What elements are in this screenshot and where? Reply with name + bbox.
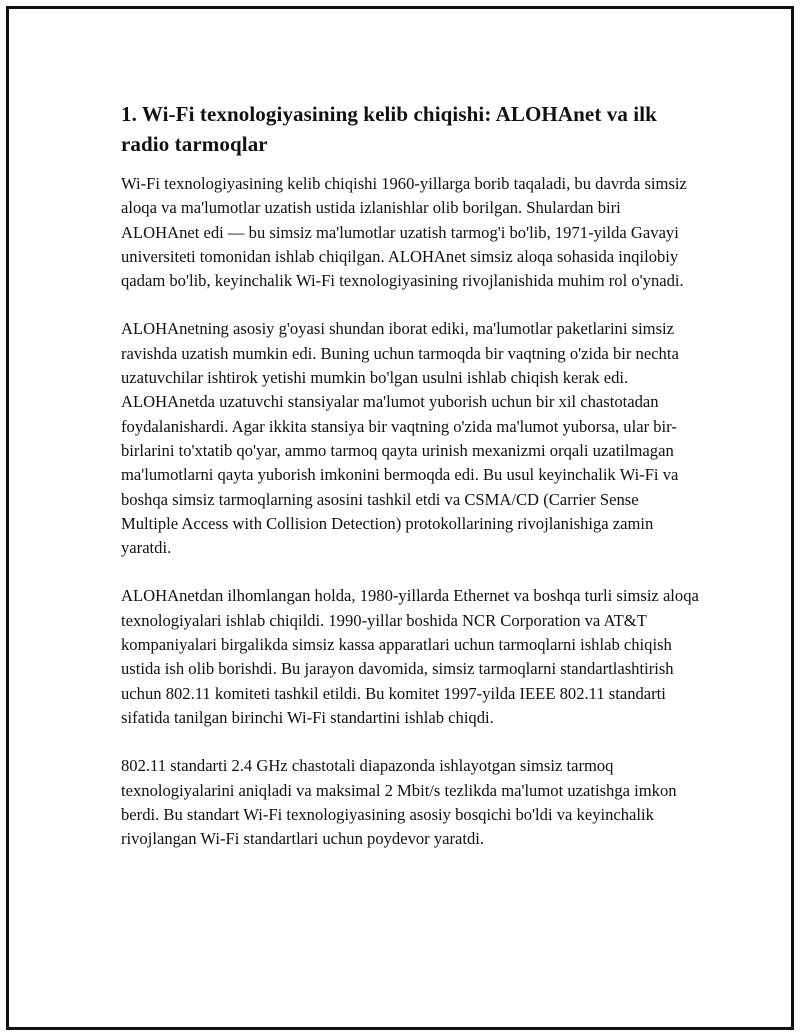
paragraph-4: 802.11 standarti 2.4 GHz chastotali diapazonda ishlayotgan simsiz tarmoq texnologiyalarini aniqladi va maksimal 2 Mbit/s tezlikda ma'lumot uzatishga imkon berdi. Bu standart Wi-Fi texnologiyasining asosiy bosqichi bo'ldi va keyinchalik rivojlangan Wi-Fi standartlari uchun poydevor yaratdi.: [121, 756, 677, 849]
section-heading: 1. Wi-Fi texnologiyasining kelib chiqishi: ALOHAnet va ilk radio tarmoqlar: [121, 102, 657, 156]
paragraph-2: ALOHAnetning asosiy g'oyasi shundan iborat ediki, ma'lumotlar paketlarini simsiz ravishda uzatish mumkin edi. Buning uchun tarmoqda bir vaqtning o'zida bir nechta uzatuvchilar ishtirok yetishi mumkin bo'lgan usulni ishlab chiqish kerak edi. ALOHAnetda uzatuvchi stansiyalar ma'lumot yuborish uchun bir xil chastotadan foydalanishardi. Agar ikkita stansiya bir vaqtning o'zida ma'lumot yuborsa, ular bir-birlarini to'xtatib qo'yar, ammo tarmoq qayta urinish mexanizmi orqali uzatilmagan ma'lumotlarni qayta yuborish imkonini bermoqda edi. Bu usul keyinchalik Wi-Fi va boshqa simsiz tarmoqlarning asosini tashkil etdi va CSMA/CD (Carrier Sense Multiple Access with Collision Detection) protokollarining rivojlanishiga zamin yaratdi.: [121, 319, 679, 558]
document-body: [121, 99, 699, 875]
page-frame: [6, 6, 794, 1030]
paragraph-1: Wi-Fi texnologiyasining kelib chiqishi 1960-yillarga borib taqaladi, bu davrda simsiz aloqa va ma'lumotlar uzatish ustida izlanishlar olib borilgan. Shulardan biri ALOHAnet edi — bu simsiz ma'lumotlar uzatish tarmog'i bo'lib, 1971-yilda Gavayi universiteti tomonidan ishlab chiqilgan. ALOHAnet simsiz aloqa sohasida inqilobiy qadam bo'lib, keyinchalik Wi-Fi texnologiyasining rivojlanishida muhim rol o'ynadi.: [121, 174, 687, 291]
paragraph-3: ALOHAnetdan ilhomlangan holda, 1980-yillarda Ethernet va boshqa turli simsiz aloqa texnologiyalari ishlab chiqildi. 1990-yillar boshida NCR Corporation va AT&T kompaniyalari birgalikda simsiz kassa apparatlari uchun tarmoqlarni ishlab chiqish ustida ish olib borishdi. Bu jarayon davomida, simsiz tarmoqlarni standartlashtirish uchun 802.11 komiteti tashkil etildi. Bu komitet 1997-yilda IEEE 802.11 standarti sifatida tanilgan birinchi Wi-Fi standartini ishlab chiqdi.: [121, 586, 699, 727]
